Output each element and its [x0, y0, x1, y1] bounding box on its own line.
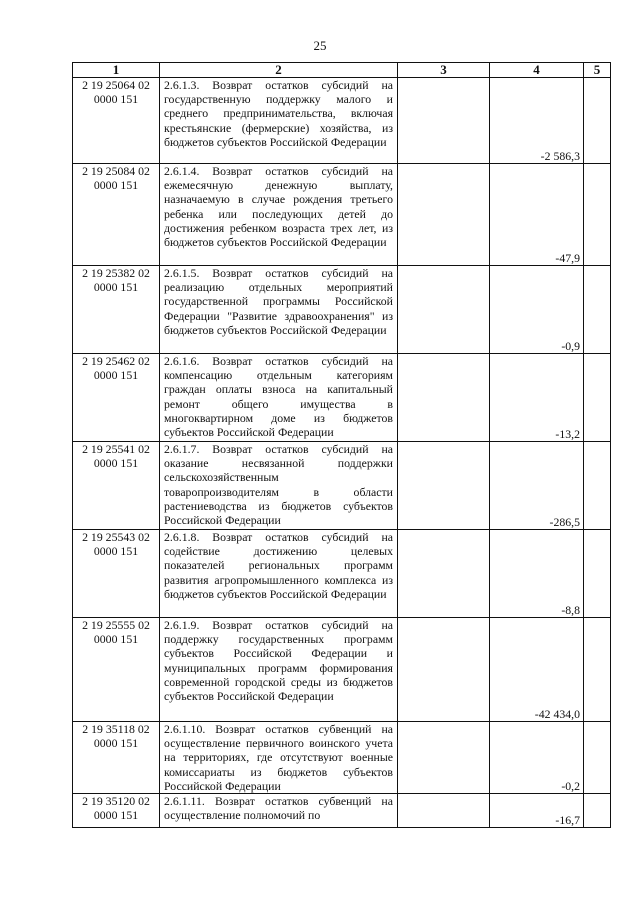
budget-code-cell	[73, 266, 160, 354]
budget-code-cell	[73, 722, 160, 794]
column-3-cell	[398, 722, 490, 794]
budget-code-main: 2 19 35120 02	[82, 794, 150, 809]
column-header-1: 1	[73, 63, 160, 78]
column-5-cell	[584, 266, 611, 354]
description-cell: 2.6.1.6. Возврат остатков субсидий на компенсацию отдельным категориям граждан оплаты взноса на капитальный ремонт общего имущества в многоквартирном доме из бюджетов субъектов Российской Федерации	[160, 354, 398, 442]
amount-cell: -13,2	[490, 354, 584, 442]
column-5-cell	[584, 164, 611, 266]
budget-code-suffix: 0000 151	[93, 92, 139, 107]
page-number: 25	[313, 38, 327, 53]
description-cell: 2.6.1.11. Возврат остатков субвенций на осуществление полномочий по	[160, 794, 398, 828]
column-3-cell	[398, 164, 490, 266]
budget-code-cell	[73, 618, 160, 722]
budget-code-main: 2 19 25541 02	[82, 442, 150, 456]
budget-code-suffix: 0000 151	[93, 544, 139, 559]
budget-code-cell	[73, 354, 160, 442]
description-cell: 2.6.1.4. Возврат остатков субсидий на ежемесячную денежную выплату, назначаемую в случае рождения третьего ребенка или последующих детей до достижения ребенком возраста трех лет, из бюджетов субъектов Российской Федерации	[160, 164, 398, 266]
amount-cell: -286,5	[490, 442, 584, 530]
table-header-row	[73, 63, 611, 78]
table-row	[73, 618, 611, 722]
column-3-cell	[398, 794, 490, 828]
budget-code-cell	[73, 164, 160, 266]
table-row	[73, 794, 611, 828]
budget-code-main: 2 19 35118 02	[82, 722, 150, 736]
column-5-cell	[584, 530, 611, 618]
column-header-4: 4	[490, 63, 584, 78]
budget-code-suffix: 0000 151	[93, 368, 139, 383]
amount-cell: -8,8	[490, 530, 584, 618]
budget-code-main: 2 19 25064 02	[82, 78, 150, 92]
table-row	[73, 722, 611, 794]
column-3-cell	[398, 618, 490, 722]
column-5-cell	[584, 442, 611, 530]
column-header-5: 5	[584, 63, 611, 78]
column-5-cell	[584, 794, 611, 828]
amount-cell: -47,9	[490, 164, 584, 266]
budget-code-cell	[73, 794, 160, 828]
table-row	[73, 78, 611, 164]
amount-cell: -0,9	[490, 266, 584, 354]
budget-code-main: 2 19 25555 02	[82, 618, 150, 632]
description-cell: 2.6.1.10. Возврат остатков субвенций на осуществление первичного воинского учета на территориях, где отсутствуют военные комиссариаты из бюджетов субъектов Российской Федерации	[160, 722, 398, 794]
description-cell: 2.6.1.9. Возврат остатков субсидий на поддержку государственных программ субъектов Российской Федерации и муниципальных программ формирования современной городской среды из бюджетов субъектов Российской Федерации	[160, 618, 398, 722]
column-3-cell	[398, 354, 490, 442]
amount-cell: -42 434,0	[490, 618, 584, 722]
table-row	[73, 442, 611, 530]
budget-code-suffix: 0000 151	[93, 736, 139, 751]
table-row	[73, 530, 611, 618]
description-cell: 2.6.1.7. Возврат остатков субсидий на оказание несвязанной поддержки сельскохозяйственным товаропроизводителям в области растениеводства из бюджетов субъектов Российской Федерации	[160, 442, 398, 530]
column-header-2: 2	[160, 63, 398, 78]
budget-code-main: 2 19 25084 02	[82, 164, 150, 178]
budget-code-suffix: 0000 151	[93, 280, 139, 295]
budget-code-main: 2 19 25382 02	[82, 266, 150, 280]
column-5-cell	[584, 618, 611, 722]
amount-cell: -0,2	[490, 722, 584, 794]
column-3-cell	[398, 266, 490, 354]
column-5-cell	[584, 78, 611, 164]
budget-code-suffix: 0000 151	[93, 456, 139, 471]
budget-code-suffix: 0000 151	[93, 178, 139, 193]
column-5-cell	[584, 722, 611, 794]
column-5-cell	[584, 354, 611, 442]
budget-code-cell	[73, 530, 160, 618]
column-header-3: 3	[398, 63, 490, 78]
budget-code-main: 2 19 25462 02	[82, 354, 150, 368]
table-body	[73, 78, 611, 828]
amount-cell: -16,7	[490, 794, 584, 828]
budget-code-suffix: 0000 151	[93, 808, 139, 823]
table-row	[73, 354, 611, 442]
description-cell: 2.6.1.8. Возврат остатков субсидий на содействие достижению целевых показателей региональных программ развития агропромышленного комплекса из бюджетов субъектов Российской Федерации	[160, 530, 398, 618]
column-3-cell	[398, 530, 490, 618]
amount-cell: -2 586,3	[490, 78, 584, 164]
table-row	[73, 164, 611, 266]
table-row	[73, 266, 611, 354]
column-3-cell	[398, 78, 490, 164]
budget-table	[72, 62, 611, 828]
column-3-cell	[398, 442, 490, 530]
description-cell: 2.6.1.3. Возврат остатков субсидий на государственную поддержку малого и среднего предпринимательства, включая крестьянские (фермерские) хозяйства, из бюджетов субъектов Российской Федерации	[160, 78, 398, 164]
budget-code-cell	[73, 442, 160, 530]
description-cell: 2.6.1.5. Возврат остатков субсидий на реализацию отдельных мероприятий государственной программы Российской Федерации "Развитие здравоохранения" из бюджетов субъектов Российской Федерации	[160, 266, 398, 354]
budget-code-main: 2 19 25543 02	[82, 530, 150, 544]
budget-code-cell	[73, 78, 160, 164]
budget-code-suffix: 0000 151	[93, 632, 139, 647]
